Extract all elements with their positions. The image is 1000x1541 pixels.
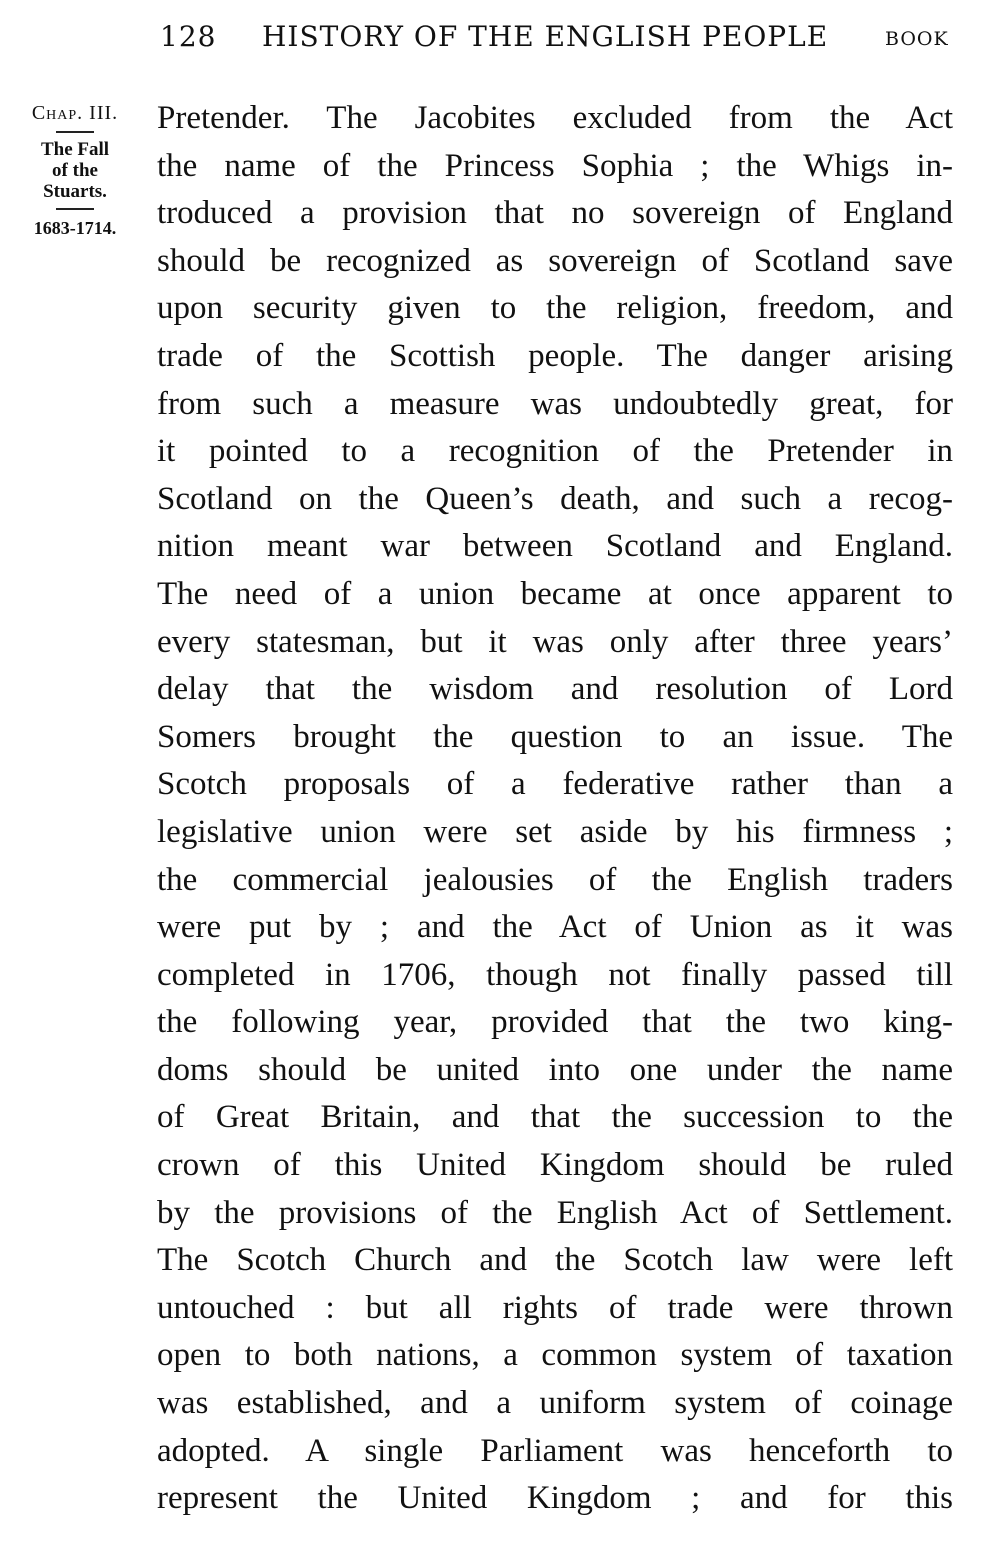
- text-line: from such a measure was undoubtedly great, for: [157, 385, 953, 422]
- margin-notes: [10, 102, 140, 239]
- text-line: represent the United Kingdom ; and for this: [157, 1480, 953, 1517]
- text-line: every statesman, but it was only after three years’: [157, 623, 953, 660]
- text-line: legislative union were set aside by his firmness ;: [157, 813, 953, 850]
- text-line: the commercial jealousies of the English traders: [157, 861, 953, 898]
- text-line: the following year, provided that the two king-: [157, 1004, 953, 1041]
- text-line: open to both nations, a common system of taxation: [157, 1337, 953, 1374]
- book-label: BOOK: [885, 28, 949, 50]
- text-line: completed in 1706, though not finally passed till: [157, 956, 953, 993]
- text-line: by the provisions of the English Act of Settlement.: [157, 1194, 953, 1231]
- text-line: the name of the Princess Sophia ; the Whigs in-: [157, 147, 953, 184]
- text-line: Pretender. The Jacobites excluded from the Act: [157, 100, 953, 136]
- text-line: adopted. A single Parliament was henceforth to: [157, 1432, 953, 1469]
- section-title-line: of the: [52, 160, 98, 181]
- text-line: Scotland on the Queen’s death, and such a recog-: [157, 480, 953, 517]
- section-title-line: Stuarts.: [43, 181, 107, 202]
- text-line: The Scotch Church and the Scotch law were left: [157, 1242, 953, 1279]
- text-line: was established, and a uniform system of coinage: [157, 1385, 953, 1422]
- text-line: Somers brought the question to an issue. The: [157, 718, 953, 755]
- text-line: untouched : but all rights of trade were thrown: [157, 1289, 953, 1326]
- text-line: doms should be united into one under the name: [157, 1051, 953, 1088]
- text-line: nition meant war between Scotland and England.: [157, 528, 953, 565]
- margin-divider: [56, 208, 94, 210]
- text-line: crown of this United Kingdom should be ruled: [157, 1147, 953, 1184]
- text-line: of Great Britain, and that the succession to the: [157, 1099, 953, 1136]
- text-line: should be recognized as sovereign of Scotland save: [157, 242, 953, 279]
- section-title: [10, 139, 140, 202]
- text-line: troduced a provision that no sovereign of England: [157, 195, 953, 232]
- page-number: 128: [160, 20, 217, 53]
- text-line: The need of a union became at once apparent to: [157, 575, 953, 612]
- body-text: [157, 95, 953, 1523]
- text-line: upon security given to the religion, freedom, and: [157, 290, 953, 327]
- running-title: HISTORY OF THE ENGLISH PEOPLE: [262, 20, 829, 53]
- text-line: it pointed to a recognition of the Pretender in: [157, 433, 953, 470]
- text-line: were put by ; and the Act of Union as it was: [157, 909, 953, 946]
- chapter-label: Chap. III.: [31, 102, 119, 124]
- date-range: 1683-1714.: [33, 218, 117, 238]
- text-line: Scotch proposals of a federative rather than a: [157, 766, 953, 803]
- margin-divider: [56, 131, 94, 133]
- text-line: delay that the wisdom and resolution of Lord: [157, 671, 953, 708]
- text-line: trade of the Scottish people. The danger arising: [157, 337, 953, 374]
- section-title-line: The Fall: [40, 139, 110, 160]
- running-head: [0, 20, 1000, 60]
